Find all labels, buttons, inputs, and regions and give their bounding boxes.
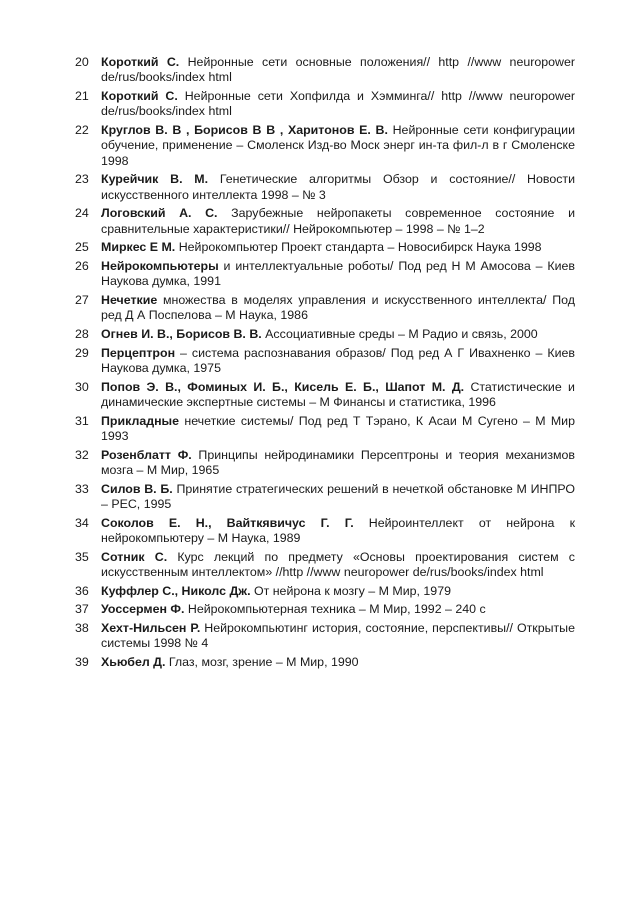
reference-text	[101, 550, 575, 581]
reference-author: Попов Э. В., Фоминых И. Б., Кисель Е. Б., Шапот М. Д.	[101, 379, 465, 394]
reference-text	[101, 293, 575, 324]
reference-details: Нейроинтеллект от нейрона к нейрокомпьютеру – М Наука, 1989	[101, 515, 575, 545]
reference-text	[101, 89, 575, 120]
reference-text	[101, 172, 575, 203]
reference-details: Генетические алгоритмы Обзор и состояние// Новости искусственного интеллекта 1998 – № 3	[101, 172, 576, 202]
reference-item	[75, 448, 575, 479]
reference-item	[75, 123, 575, 169]
reference-text	[101, 346, 575, 377]
reference-number: 28	[75, 327, 89, 341]
reference-text	[101, 655, 575, 670]
reference-item	[75, 206, 575, 237]
reference-details: От нейрона к мозгу – М Мир, 1979	[250, 583, 451, 598]
reference-author: Хехт-Нильсен Р.	[101, 620, 201, 635]
reference-number: 31	[75, 413, 89, 428]
reference-number: 21	[75, 89, 89, 103]
reference-text	[101, 380, 575, 411]
reference-author: Хьюбел Д.	[101, 654, 166, 669]
reference-author: Сотник С.	[101, 549, 168, 564]
reference-text	[101, 327, 575, 342]
reference-author: Нейрокомпьютеры	[101, 259, 219, 273]
reference-number: 38	[75, 620, 89, 635]
reference-number: 36	[75, 583, 89, 598]
reference-item	[75, 584, 575, 599]
reference-details: Нейронные сети Хопфилда и Хэмминга// http //www neuropower de/rus/books/index html	[101, 89, 575, 119]
reference-details: Нейрокомпьютинг история, состояние, перспективы// Открытые системы 1998 № 4	[101, 620, 575, 651]
reference-author: Прикладные	[101, 413, 180, 428]
reference-details: Нейрокомпьютерная техника – М Мир, 1992 – 240 с	[184, 602, 486, 617]
reference-number: 30	[75, 379, 89, 394]
reference-author: Короткий С.	[101, 89, 178, 103]
reference-item	[75, 621, 575, 652]
reference-item	[75, 655, 575, 670]
reference-number: 23	[75, 172, 89, 187]
reference-item	[75, 55, 575, 86]
reference-item	[75, 550, 575, 581]
reference-author: Розенблатт Ф.	[101, 447, 192, 462]
reference-text	[101, 516, 575, 547]
reference-number: 27	[75, 293, 89, 307]
reference-details: Ассоциативные среды – М Радио и связь, 2000	[261, 327, 538, 341]
reference-author: Короткий С.	[101, 55, 180, 69]
reference-details: и интеллектуальные роботы/ Под ред Н М Амосова – Киев Наукова думка, 1991	[101, 259, 575, 289]
reference-number: 33	[75, 481, 89, 496]
reference-item	[75, 327, 575, 342]
reference-text	[101, 414, 575, 445]
reference-item	[75, 293, 575, 324]
reference-item	[75, 482, 575, 513]
reference-details: Нейронные сети основные положения// http //www neuropower de/rus/books/index html	[101, 55, 575, 85]
reference-author: Огнев И. В., Борисов В. В.	[101, 327, 262, 341]
reference-author: Миркес Е М.	[101, 240, 176, 255]
reference-details: Статистические и динамические экспертные системы – М Финансы и статистика, 1996	[101, 379, 575, 409]
reference-item	[75, 380, 575, 411]
reference-number: 35	[75, 549, 89, 564]
reference-text	[101, 123, 575, 169]
reference-text	[101, 602, 575, 617]
reference-item	[75, 259, 575, 290]
reference-text	[101, 55, 575, 86]
reference-number: 34	[75, 515, 89, 530]
reference-number: 32	[75, 447, 89, 462]
reference-details: Принятие стратегических решений в нечеткой обстановке М ИНПРО – РЕС, 1995	[101, 481, 575, 511]
reference-item	[75, 240, 575, 255]
reference-number: 26	[75, 259, 89, 273]
reference-details: Принципы нейродинамики Персептроны и теория механизмов мозга – М Мир, 1965	[101, 447, 576, 477]
reference-item	[75, 346, 575, 377]
reference-author: Перцептрон	[101, 345, 176, 360]
reference-text	[101, 240, 575, 255]
reference-details: Нейронные сети конфигурации обучение, применение – Смоленск Изд-во Моск энерг ин-та фил-л в г Смоленске 1998	[101, 123, 575, 168]
reference-text	[101, 206, 575, 237]
reference-item	[75, 602, 575, 617]
reference-number: 24	[75, 206, 89, 221]
reference-author: Соколов Е. Н., Вайткявичус Г. Г.	[101, 515, 354, 530]
reference-text	[101, 482, 575, 513]
reference-number: 39	[75, 654, 89, 669]
reference-details: множества в моделях управления и искусственного интеллекта/ Под ред Д А Поспелова – М Наука, 1986	[101, 293, 575, 323]
reference-item	[75, 172, 575, 203]
reference-item	[75, 516, 575, 547]
reference-author: Силов В. Б.	[101, 481, 173, 496]
reference-number: 20	[75, 55, 89, 69]
reference-text	[101, 259, 575, 290]
reference-author: Курейчик В. М.	[101, 172, 209, 187]
reference-author: Круглов В. В , Борисов В В , Харитонов Е. В.	[101, 123, 388, 137]
reference-number: 29	[75, 345, 89, 360]
reference-text	[101, 448, 575, 479]
reference-author: Логовский А. С.	[101, 206, 218, 221]
reference-details: Зарубежные нейропакеты современное состояние и сравнительные характеристики// Нейрокомпьютер – 1998 – № 1–2	[101, 206, 575, 236]
reference-details: – система распознавания образов/ Под ред А Г Ивахненко – Киев Наукова думка, 1975	[101, 345, 575, 375]
reference-text	[101, 621, 575, 652]
reference-author: Уоссермен Ф.	[101, 602, 185, 617]
reference-list	[75, 55, 575, 673]
reference-item	[75, 414, 575, 445]
reference-number: 25	[75, 240, 89, 255]
reference-details: Глаз, мозг, зрение – М Мир, 1990	[165, 654, 359, 669]
reference-details: Курс лекций по предмету «Основы проектирования систем с искусственным интеллектом» //http //www neuropower de/rus/books/index html	[101, 549, 575, 579]
reference-author: Куффлер С., Николс Дж.	[101, 583, 251, 598]
reference-details: Нейрокомпьютер Проект стандарта – Новосибирск Наука 1998	[175, 240, 542, 255]
reference-number: 22	[75, 123, 89, 137]
reference-text	[101, 584, 575, 599]
reference-number: 37	[75, 602, 89, 617]
reference-author: Нечеткие	[101, 293, 158, 307]
reference-details: нечеткие системы/ Под ред Т Тэрано, К Асаи М Сугено – М Мир 1993	[101, 413, 575, 443]
reference-item	[75, 89, 575, 120]
